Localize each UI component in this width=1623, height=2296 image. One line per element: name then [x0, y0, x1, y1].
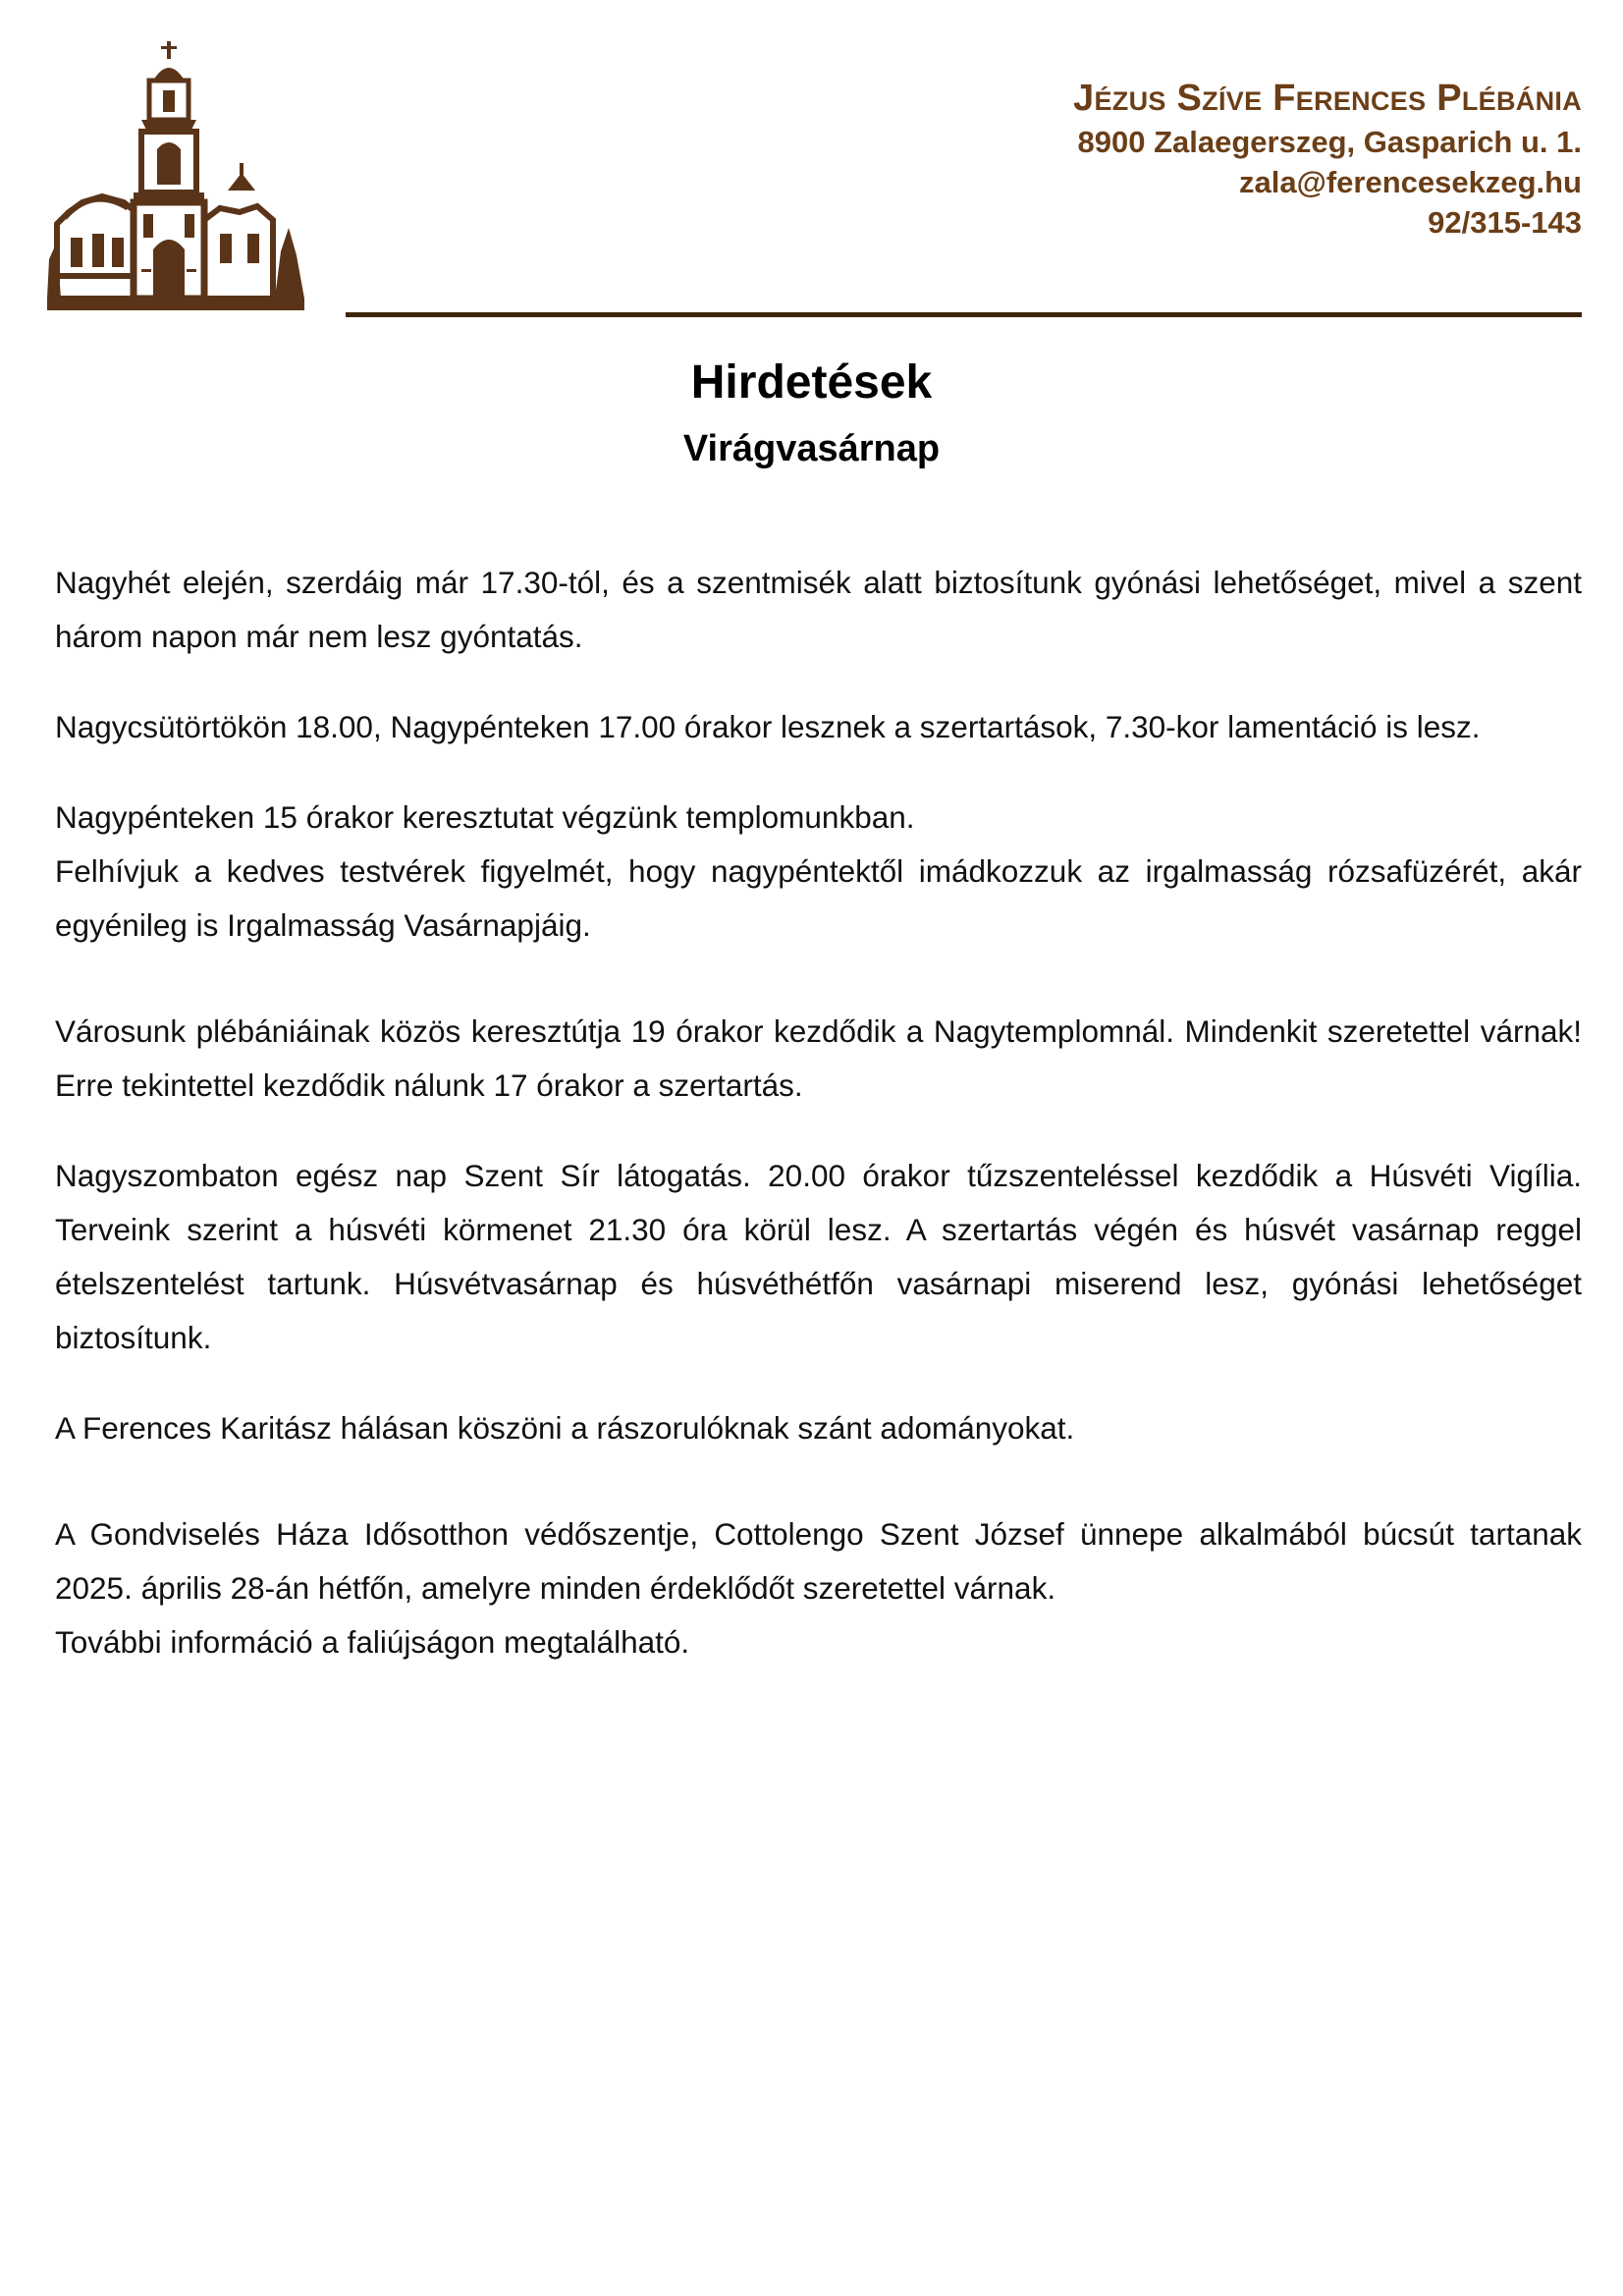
parish-name: Jézus Szíve Ferences Plébánia [1073, 78, 1582, 119]
parish-address: 8900 Zalaegerszeg, Gasparich u. 1. [1077, 125, 1582, 159]
announcement-paragraph: Nagycsütörtökön 18.00, Nagypénteken 17.00 órakor lesznek a szertartások, 7.30-kor lamentáció is lesz. [55, 709, 1481, 744]
letterhead [698, 75, 1582, 243]
announcement-paragraph: Nagyszombaton egész nap Szent Sír látogatás. 20.00 órakor tűzszenteléssel kezdődik a Húsvéti Vigília. Terveink szerint a húsvéti körmenet 21.30 óra körül lesz. A szertartás végén és húsvét vasárnap reggel ételszentelést tartunk. Húsvétvasárnap és húsvéthétfőn vasárnapi miserend lesz, gyónási lehetőséget biztosítunk. [55, 1158, 1582, 1355]
announcement-paragraph: Városunk plébániáinak közös keresztútja 19 órakor kezdődik a Nagytemplomnál. Mindenkit szeretettel várnak! Erre tekintettel kezdődik nálunk 17 órakor a szertartás. [55, 1013, 1582, 1103]
announcement-paragraph: További információ a faliújságon megtalálható. [55, 1624, 690, 1660]
page-title: Hirdetések [690, 356, 933, 409]
announcement-paragraph: A Gondviselés Háza Idősotthon védőszentje, Cottolengo Szent József ünnepe alkalmából búcsút tartanak 2025. április 28-án hétfőn, amelyre minden érdeklődőt szeretettel várnak. [55, 1516, 1582, 1606]
header-divider [346, 312, 1582, 317]
church-building-icon [47, 41, 310, 312]
announcement-paragraph: Felhívjuk a kedves testvérek figyelmét, hogy nagypéntektől imádkozzuk az irgalmasság rózsafüzérét, akár egyénileg is Irgalmasság Vasárnapjáig. [55, 853, 1582, 943]
announcement-paragraph: Nagyhét elején, szerdáig már 17.30-tól, és a szentmisék alatt biztosítunk gyónási lehetőséget, mivel a szent három napon már nem lesz gyóntatás. [55, 565, 1582, 654]
parish-email[interactable]: zala@ferencesekzeg.hu [1239, 165, 1582, 199]
announcements-body [55, 556, 1582, 1669]
page-subtitle: Virágvasárnap [682, 428, 941, 469]
announcement-paragraph: Nagypénteken 15 órakor keresztutat végzünk templomunkban. [55, 799, 915, 835]
parish-phone: 92/315-143 [1428, 205, 1582, 240]
announcement-paragraph: A Ferences Karitász hálásan köszöni a rászorulóknak szánt adományokat. [55, 1410, 1075, 1446]
